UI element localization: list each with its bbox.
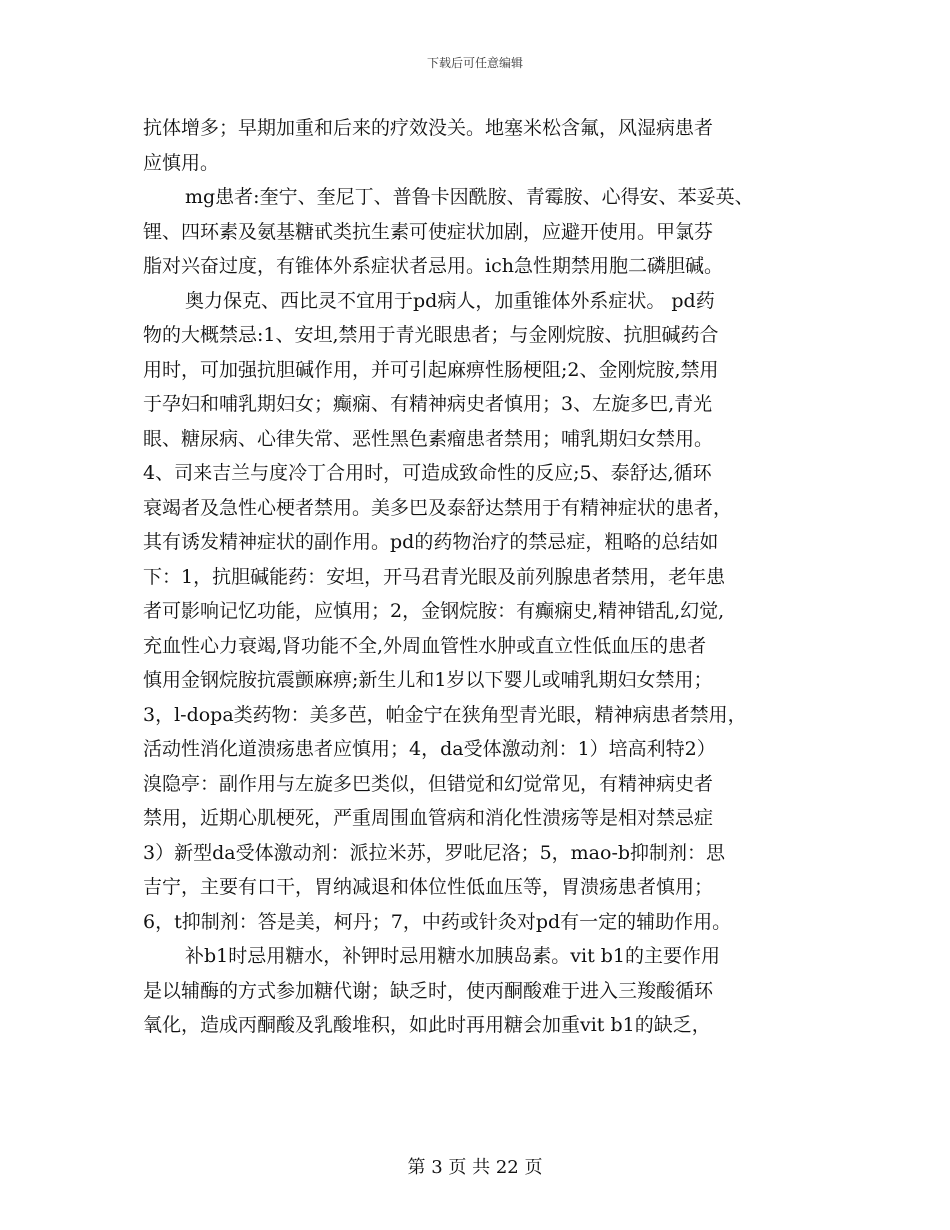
text-line: 禁用，近期心肌梗死，严重周围血管病和消化性溃疡等是相对禁忌症	[143, 807, 714, 829]
document-body	[143, 111, 833, 1043]
text-line: 眼、糖尿病、心律失常、恶性黑色素瘤患者禁用；哺乳期妇女禁用。	[143, 427, 714, 450]
text-line: 奥力保克、西比灵不宜用于pd病人，加重锥体外系症状。 pd药	[185, 289, 715, 312]
text-line: 物的大概禁忌:1、安坦,禁用于青光眼患者；与金刚烷胺、抗胆碱药合	[143, 324, 719, 346]
text-line: 下：1，抗胆碱能药：安坦，开马君青光眼及前列腺患者禁用，老年患	[143, 565, 726, 588]
text-line: 于孕妇和哺乳期妇女；癫痫、有精神病史者慎用；3、左旋多巴,青光	[143, 393, 713, 415]
page-footer: 第 3 页 共 22 页	[407, 1157, 543, 1178]
text-line: 充血性心力衰竭,肾功能不全,外周血管性水肿或直立性低血压的患者	[143, 634, 707, 657]
text-line: 脂对兴奋过度，有锥体外系症状者忌用。ich急性期禁用胞二磷胆碱。	[143, 255, 723, 277]
text-line: 用时，可加强抗胆碱作用，并可引起麻痹性肠梗阻;2、金刚烷胺,禁用	[143, 358, 719, 381]
text-line: 溴隐亭：副作用与左旋多巴类似，但错觉和幻觉常见，有精神病史者	[143, 772, 714, 795]
text-line: 3，l-dopa类药物：美多芭，帕金宁在狭角型青光眼，精神病患者禁用，	[143, 703, 747, 726]
text-line: mg患者:奎宁、奎尼丁、普鲁卡因酰胺、青霉胺、心得安、苯妥英、	[185, 186, 754, 208]
text-line: 应慎用。	[143, 151, 220, 174]
text-line: 6，t抑制剂：答是美，柯丹；7，中药或针灸对pd有一定的辅助作用。	[143, 910, 732, 933]
text-line: 锂、四环素及氨基糖甙类抗生素可使症状加剧，应避开使用。甲氯芬	[143, 220, 714, 243]
text-line: 活动性消化道溃疡患者应慎用；4，da受体激动剂：1）培高利特2）	[143, 738, 716, 760]
text-line: 衰竭者及急性心梗者禁用。美多巴及泰舒达禁用于有精神症状的患者，	[143, 496, 733, 519]
text-line: 其有诱发精神症状的副作用。pd的药物治疗的禁忌症，粗略的总结如	[143, 531, 719, 553]
text-line: 吉宁，主要有口干，胃纳减退和体位性低血压等，胃溃疡患者慎用；	[143, 876, 714, 898]
text-line: 氧化，造成丙酮酸及乳酸堆积，如此时再用糖会加重vit b1的缺乏，	[143, 1014, 711, 1036]
text-line: 是以辅酶的方式参加糖代谢；缺乏时，使丙酮酸难于进入三羧酸循环	[143, 979, 714, 1002]
text-line: 补b1时忌用糖水，补钾时忌用糖水加胰岛素。vit b1的主要作用	[185, 945, 720, 967]
text-line: 3）新型da受体激动剂：派拉米苏，罗吡尼洛；5，mao-b抑制剂：思	[143, 841, 726, 864]
text-line: 者可影响记忆功能，应慎用；2，金钢烷胺：有癫痫史,精神错乱,幻觉,	[143, 600, 725, 622]
text-line: 4、司来吉兰与度冷丁合用时，可造成致命性的反应;5、泰舒达,循环	[143, 462, 712, 484]
text-line: 抗体增多；早期加重和后来的疗效没关。地塞米松含氟，风湿病患者	[143, 117, 714, 139]
page-header: 下载后可任意编辑	[426, 56, 523, 70]
text-line: 慎用金钢烷胺抗震颤麻痹;新生儿和1岁以下婴儿或哺乳期妇女禁用；	[143, 669, 713, 691]
